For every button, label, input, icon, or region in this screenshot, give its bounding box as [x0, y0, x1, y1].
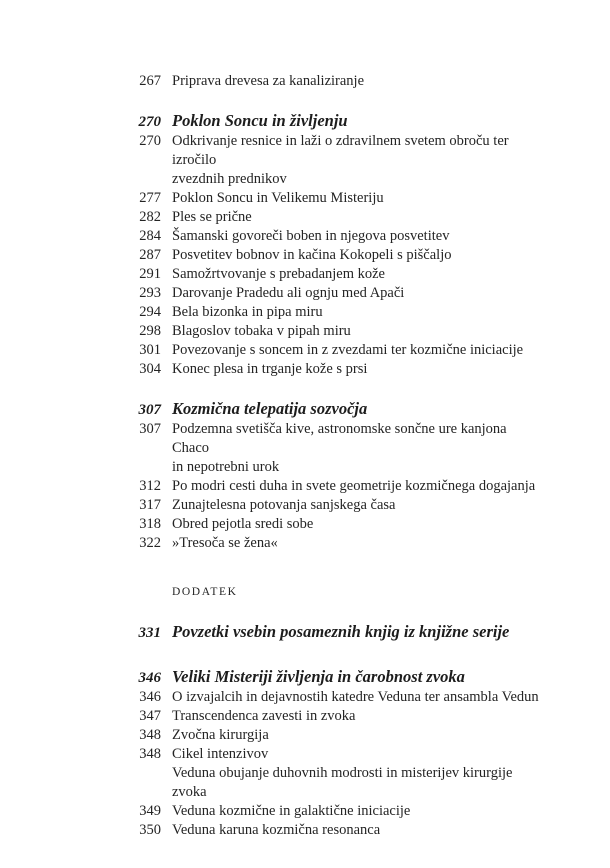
toc-chapter-row — [135, 399, 547, 420]
toc-entry-row — [135, 246, 547, 265]
entry-title-line1: Po modri cesti duha in svete geometrije kozmičnega dogajanja — [172, 478, 536, 494]
entry-title — [172, 227, 547, 246]
entry-title-line1: O izvajalcih in dejavnostih katedre Veduna ter ansambla Vedun — [172, 689, 539, 705]
page-number: 346 — [138, 670, 161, 686]
toc-entry-row — [135, 477, 547, 496]
chapter-title — [172, 667, 547, 686]
chapter-title — [172, 622, 547, 641]
page-number: 301 — [139, 342, 161, 358]
page-number: 291 — [139, 266, 161, 282]
page-number: 282 — [139, 209, 161, 225]
entry-title-line1: Zvočna kirurgija — [172, 727, 269, 743]
entry-title-line1: Transcendenca zavesti in zvoka — [172, 708, 356, 724]
entry-title-line1: »Tresoča se žena« — [172, 535, 278, 551]
toc-entry-row — [135, 72, 547, 91]
toc-entry-row — [135, 303, 547, 322]
toc-entry-row — [135, 764, 547, 802]
entry-title-line1: Podzemna svetišča kive, astronomske sončne ure kanjona Chaco — [172, 421, 507, 456]
entry-title — [172, 132, 547, 189]
toc-entry-row — [135, 284, 547, 303]
toc-entry-row — [135, 707, 547, 726]
entry-title-line1: Veliki Misteriji življenja in čarobnost zvoka — [172, 667, 465, 686]
entry-title — [172, 726, 547, 745]
page-number: 277 — [139, 190, 161, 206]
page-number: 350 — [139, 822, 161, 838]
entry-title-line1: Poklon Soncu in življenju — [172, 111, 348, 130]
toc-entry-row — [135, 534, 547, 553]
chapter-title — [172, 399, 547, 418]
entry-title-line1: Veduna obujanje duhovnih modrosti in misterijev kirurgije zvoka — [172, 765, 513, 800]
entry-title-line1: Obred pejotla sredi sobe — [172, 516, 314, 532]
page-number: 331 — [138, 625, 161, 641]
toc-entry-row — [135, 420, 547, 477]
entry-title-line1: Posvetitev bobnov in kačina Kokopeli s piščaljo — [172, 247, 452, 263]
entry-title-line1: Konec plesa in trganje kože s prsi — [172, 361, 368, 377]
entry-title-line1: Veduna kozmične in galaktične iniciacije — [172, 803, 411, 819]
entry-title — [172, 208, 547, 227]
page-number: 322 — [139, 535, 161, 551]
toc-entry-row — [135, 227, 547, 246]
entry-title — [172, 764, 547, 802]
toc-chapter-row — [135, 667, 547, 688]
page-number: 293 — [139, 285, 161, 301]
page-number: 348 — [139, 727, 161, 743]
entry-title — [172, 496, 547, 515]
toc-chapter-row — [135, 111, 547, 132]
toc-entry-row — [135, 322, 547, 341]
entry-title — [172, 534, 547, 553]
page-number: 307 — [139, 421, 161, 437]
entry-title-line2: in nepotrebni urok — [172, 459, 280, 475]
entry-title — [172, 707, 547, 726]
entry-title — [172, 341, 547, 360]
toc-entry-row — [135, 726, 547, 745]
entry-title-line1: Poklon Soncu in Velikemu Misteriju — [172, 190, 384, 206]
entry-title-line1: Šamanski govoreči boben in njegova posvetitev — [172, 228, 450, 244]
entry-title-line1: Zunajtelesna potovanja sanjskega časa — [172, 497, 396, 513]
toc-entry-row — [135, 341, 547, 360]
toc-list — [135, 72, 547, 840]
toc-entry-row — [135, 208, 547, 227]
page-number: 270 — [139, 133, 161, 149]
toc-entry-row — [135, 189, 547, 208]
entry-title — [172, 745, 547, 764]
entry-title-line1: Odkrivanje resnice in laži o zdravilnem svetem obroču ter izročilo — [172, 133, 509, 168]
entry-title — [172, 303, 547, 322]
page-number: 318 — [139, 516, 161, 532]
toc-entry-row — [135, 265, 547, 284]
entry-title-line1: Veduna karuna kozmična resonanca — [172, 822, 381, 838]
page-number: 267 — [139, 73, 161, 89]
page-number: 307 — [138, 402, 161, 418]
page-number: 317 — [139, 497, 161, 513]
entry-title-line2: zvezdnih prednikov — [172, 171, 287, 187]
chapter-title — [172, 111, 547, 130]
entry-title-line1: Povzetki vsebin posameznih knjig iz knjižne serije — [172, 622, 510, 641]
entry-title — [172, 802, 547, 821]
toc-chapter-row — [135, 622, 547, 643]
entry-title-line1: Kozmična telepatija sozvočja — [172, 399, 368, 418]
entry-title-line1: DODATEK — [172, 586, 238, 598]
page-number: 346 — [139, 689, 161, 705]
entry-title — [172, 284, 547, 303]
entry-title — [172, 322, 547, 341]
page-number: 287 — [139, 247, 161, 263]
page-number: 270 — [138, 114, 161, 130]
entry-title — [172, 72, 547, 91]
entry-title-line1: Darovanje Pradedu ali ognju med Apači — [172, 285, 405, 301]
entry-title-line1: Blagoslov tobaka v pipah miru — [172, 323, 351, 339]
toc-entry-row — [135, 515, 547, 534]
page-number: 348 — [139, 746, 161, 762]
entry-title-line1: Povezovanje s soncem in z zvezdami ter kozmične iniciacije — [172, 342, 524, 358]
entry-title — [172, 688, 547, 707]
toc-entry-row — [135, 496, 547, 515]
toc-entry-row — [135, 132, 547, 189]
entry-title — [172, 246, 547, 265]
section-label — [172, 583, 547, 602]
page-number: 347 — [139, 708, 161, 724]
toc-entry-row — [135, 745, 547, 764]
toc-entry-row — [135, 688, 547, 707]
entry-title-line1: Bela bizonka in pipa miru — [172, 304, 323, 320]
toc-entry-row — [135, 821, 547, 840]
page-number: 349 — [139, 803, 161, 819]
entry-title — [172, 515, 547, 534]
entry-title — [172, 265, 547, 284]
page-number: 298 — [139, 323, 161, 339]
entry-title — [172, 477, 547, 496]
entry-title-line1: Ples se prične — [172, 209, 252, 225]
entry-title-line1: Cikel intenzivov — [172, 746, 269, 762]
entry-title — [172, 360, 547, 379]
toc-section-label-row — [135, 583, 547, 602]
page-number: 284 — [139, 228, 161, 244]
toc-entry-row — [135, 360, 547, 379]
page-number: 294 — [139, 304, 161, 320]
entry-title-line1: Priprava drevesa za kanaliziranje — [172, 73, 365, 89]
page-number: 312 — [139, 478, 161, 494]
entry-title — [172, 821, 547, 840]
page-number: 304 — [139, 361, 161, 377]
entry-title-line1: Samožrtvovanje s prebadanjem kože — [172, 266, 385, 282]
entry-title — [172, 189, 547, 208]
entry-title — [172, 420, 547, 477]
toc-entry-row — [135, 802, 547, 821]
